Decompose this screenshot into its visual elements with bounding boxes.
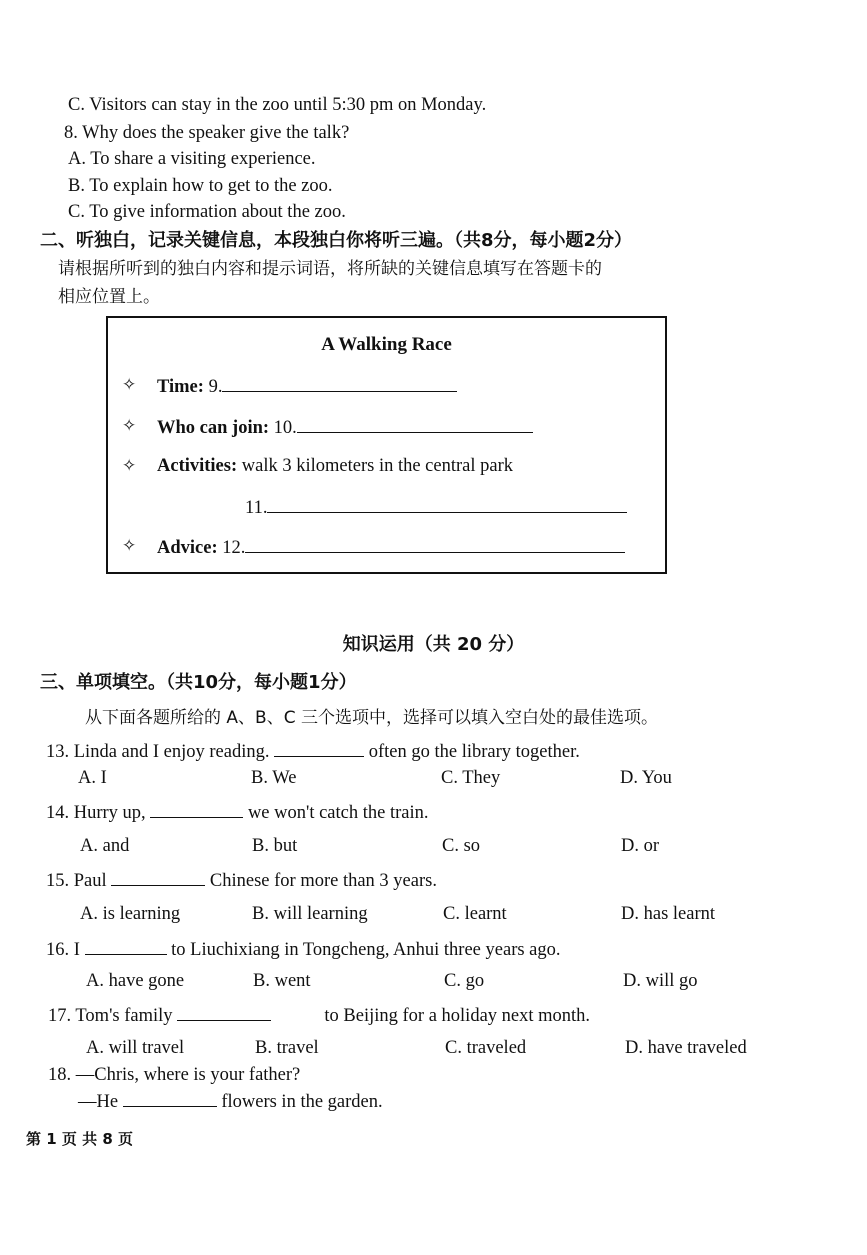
notes-box-title: A Walking Race: [321, 334, 452, 355]
question-13-text: 13. Linda and I enjoy reading.: [46, 742, 270, 762]
question-14-text-end: we won't catch the train.: [247, 803, 429, 823]
question-15-blank[interactable]: [111, 869, 205, 886]
activities-number: 11.: [245, 498, 268, 518]
question-17-text: 17. Tom's family: [48, 1006, 173, 1026]
q14-option-c[interactable]: C. so: [442, 836, 481, 856]
who-row: [157, 416, 533, 439]
question-18-reply-start: —He: [78, 1092, 119, 1112]
section-3-title: 三、单项填空。（共10分，每小题1分）: [40, 672, 357, 693]
advice-row: [157, 536, 625, 559]
q17-option-a[interactable]: A. will travel: [86, 1038, 185, 1058]
advice-label: Advice:: [157, 538, 218, 558]
q8-option-c: C. To give information about the zoo.: [68, 202, 346, 222]
q16-option-a[interactable]: A. have gone: [86, 971, 185, 991]
question-16: [46, 938, 561, 961]
q14-option-a[interactable]: A. and: [80, 836, 130, 856]
q15-option-b[interactable]: B. will learning: [252, 904, 368, 924]
question-14: [46, 801, 429, 824]
question-17-blank[interactable]: [177, 1004, 271, 1021]
question-13: [46, 740, 580, 763]
time-number: 9.: [208, 377, 223, 397]
q8-option-b: B. To explain how to get to the zoo.: [68, 176, 333, 196]
notes-box: [106, 316, 667, 574]
q15-option-a[interactable]: A. is learning: [80, 904, 181, 924]
q17-option-c[interactable]: C. traveled: [445, 1038, 527, 1058]
section-3-instruction: 从下面各题所给的 A、B、C 三个选项中，选择可以填入空白处的最佳选项。: [85, 708, 658, 728]
question-16-text-end: to Liuchixiang in Tongcheng, Anhui three years ago.: [171, 940, 561, 960]
who-number: 10.: [273, 418, 297, 438]
question-13-blank[interactable]: [274, 740, 364, 757]
question-15-text-end: Chinese for more than 3 years.: [209, 871, 437, 891]
question-14-text: 14. Hurry up,: [46, 803, 146, 823]
time-label: Time:: [157, 377, 204, 397]
q16-option-c[interactable]: C. go: [444, 971, 485, 991]
q13-option-d[interactable]: D. You: [620, 768, 672, 788]
section-2-title: 二、听独白，记录关键信息，本段独白你将听三遍。（共8分，每小题2分）: [40, 230, 633, 251]
q16-option-d[interactable]: D. will go: [623, 971, 698, 991]
q16-option-b[interactable]: B. went: [253, 971, 311, 991]
activities-blank-row: [245, 496, 627, 519]
part-heading: 知识运用（共 20 分）: [342, 634, 525, 655]
question-18-stem: 18. —Chris, where is your father?: [48, 1065, 301, 1085]
q8-stem: 8. Why does the speaker give the talk?: [64, 123, 350, 143]
q14-option-d[interactable]: D. or: [621, 836, 660, 856]
question-18-reply: [78, 1090, 383, 1113]
activities-row: [157, 456, 513, 477]
who-label: Who can join:: [157, 418, 270, 438]
q15-option-c[interactable]: C. learnt: [443, 904, 507, 924]
question-17-text-end: to Beijing for a holiday next month.: [324, 1006, 591, 1026]
q17-option-d[interactable]: D. have traveled: [625, 1038, 747, 1058]
section-2-instruction-1: 请根据所听到的独白内容和提示词语，将所缺的关键信息填写在答题卡的: [58, 259, 602, 279]
activities-label: Activities:: [157, 456, 238, 476]
answer-blank-10[interactable]: [297, 416, 533, 433]
question-14-blank[interactable]: [150, 801, 243, 818]
time-row: [157, 375, 457, 398]
answer-blank-11[interactable]: [267, 496, 627, 513]
question-13-text-end: often go the library together.: [368, 742, 580, 762]
question-18-reply-end: flowers in the garden.: [221, 1092, 383, 1112]
q14-option-b[interactable]: B. but: [252, 836, 298, 856]
answer-blank-12[interactable]: [245, 536, 625, 553]
page-footer: 第 1 页 共 8 页: [26, 1130, 133, 1148]
section-2-instruction-2: 相应位置上。: [58, 287, 160, 307]
star-bullet-icon: ✧: [122, 456, 137, 476]
star-bullet-icon: ✧: [122, 375, 137, 395]
question-18-blank[interactable]: [123, 1090, 217, 1107]
question-17: [48, 1004, 590, 1027]
question-15: [46, 869, 437, 892]
q17-option-b[interactable]: B. travel: [255, 1038, 319, 1058]
q15-option-d[interactable]: D. has learnt: [621, 904, 716, 924]
activities-text: walk 3 kilometers in the central park: [241, 456, 514, 476]
q7-option-c: C. Visitors can stay in the zoo until 5:30 pm on Monday.: [68, 95, 487, 115]
question-16-text: 16. I: [46, 940, 80, 960]
question-16-blank[interactable]: [85, 938, 167, 955]
q8-option-a: A. To share a visiting experience.: [68, 149, 316, 169]
q13-option-c[interactable]: C. They: [441, 768, 501, 788]
advice-number: 12.: [222, 538, 246, 558]
q13-option-b[interactable]: B. We: [251, 768, 297, 788]
star-bullet-icon: ✧: [122, 536, 137, 556]
question-15-text: 15. Paul: [46, 871, 107, 891]
question-17-scribble: [276, 1005, 320, 1021]
answer-blank-9[interactable]: [222, 375, 457, 392]
star-bullet-icon: ✧: [122, 416, 137, 436]
q13-option-a[interactable]: A. I: [78, 768, 107, 788]
